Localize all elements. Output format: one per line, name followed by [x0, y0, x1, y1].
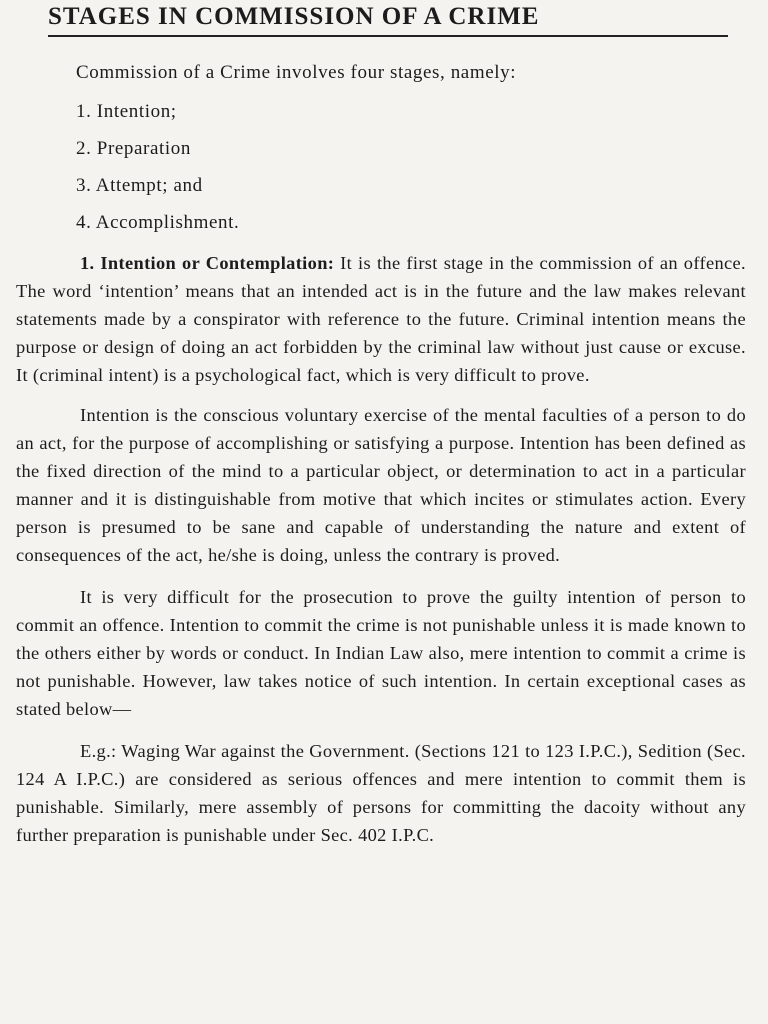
paragraph-examples: E.g.: Waging War against the Government. (Sections 121 to 123 I.P.C.), Sedition (Sec. 124 A I.P.C.) are considered as serious offences and mere intention to commit them is punishable. Similarly, mere assembly of persons for committing the dacoity without any further preparation is punishable under Sec. 402 I.P.C. — [16, 741, 746, 845]
intro-text: Commission of a Crime involves four stages, namely: — [76, 62, 517, 83]
section-heading: 1. Intention or Contemplation: — [80, 253, 335, 273]
section-intention-paragraph — [16, 249, 746, 389]
stages-list — [76, 93, 746, 241]
stage-item: 2. Preparation — [76, 138, 191, 159]
stage-item: 4. Accomplishment. — [76, 212, 240, 233]
paragraph-intention-definition: Intention is the conscious voluntary exercise of the mental faculties of a person to do an act, for the purpose of accomplishing or satisfying a purpose. Intention has been defined as the fixed direction of the mind to a particular object, or determination to act in a particular manner and it is distinguishable from motive that which incites or stimulates action. Every person is presumed to be sane and capable of understanding the nature and extent of consequences of the act, he/she is doing, unless the contrary is proved. — [16, 405, 746, 565]
section-body-text: It is the first stage in the commission of an offence. The word ‘intention’ means that an intended act is in the future and the law makes relevant statements made by a conspirator with reference to the future. Criminal intention means the purpose or design of doing an act forbidden by the criminal law without just cause or excuse. It (criminal intent) is a psychological fact, which is very difficult to prove. — [16, 253, 747, 385]
stage-item: 1. Intention; — [76, 101, 177, 122]
paragraph-prosecution: It is very difficult for the prosecution to prove the guilty intention of person to commit an offence. Intention to commit the crime is not punishable unless it is made known to the others either by words or conduct. In Indian Law also, mere intention to commit a crime is not punishable. However, law takes notice of such intention. In certain exceptional cases as stated below— — [16, 587, 746, 719]
stage-item: 3. Attempt; and — [76, 175, 203, 196]
title-underline — [48, 35, 728, 37]
page-title: STAGES IN COMMISSION OF A CRIME — [48, 3, 540, 30]
